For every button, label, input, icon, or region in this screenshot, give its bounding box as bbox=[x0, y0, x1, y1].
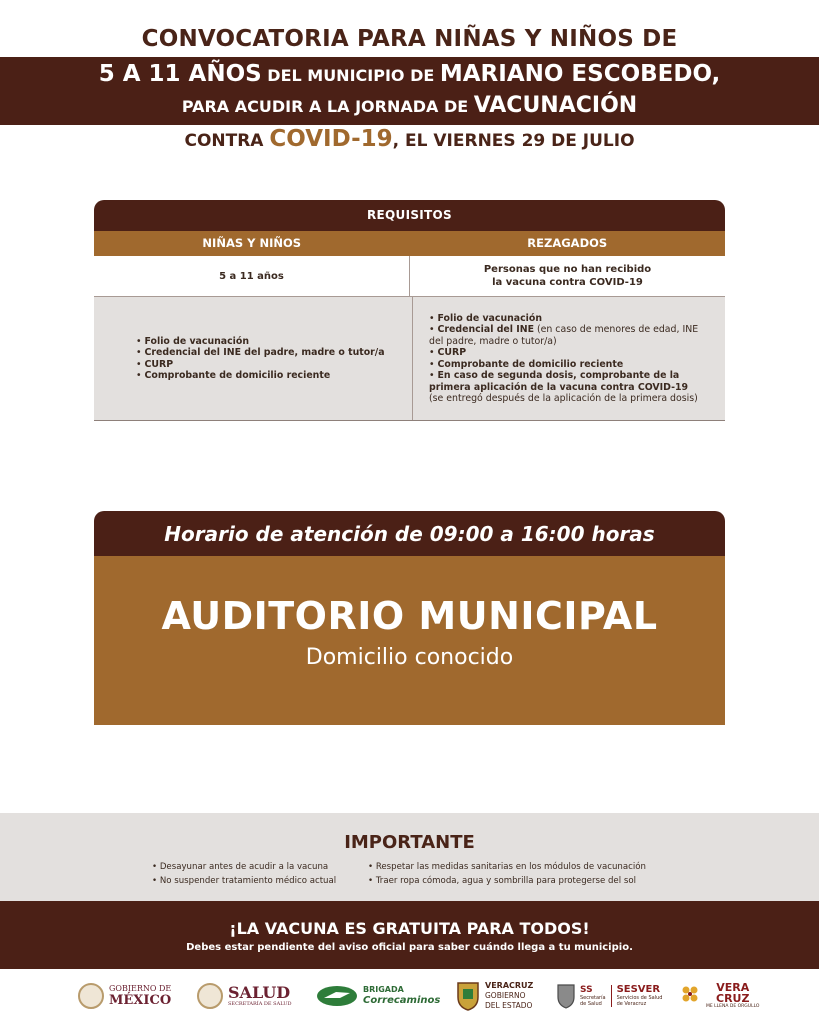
column-header-rezagados: REZAGADOS bbox=[527, 236, 608, 250]
roadrunner-icon bbox=[316, 984, 358, 1008]
list-item: • En caso de segunda dosis, comprobante de la primera aplicación de la vacuna contra COVID-19 (se entregó después de la aplicación de la primera dosis) bbox=[429, 370, 705, 405]
free-vaccine-title: ¡LA VACUNA ES GRATUITA PARA TODOS! bbox=[229, 919, 590, 938]
header-line-2 bbox=[0, 61, 819, 87]
opening-hours: Horario de atención de 09:00 a 16:00 horas bbox=[94, 511, 725, 556]
header-jornada-label: PARA ACUDIR A LA JORNADA DE bbox=[181, 97, 474, 116]
list-item: • Desayunar antes de acudir a la vacuna bbox=[152, 860, 336, 874]
brigada-correcaminos-logo: BRIGADA Correcaminos bbox=[316, 976, 440, 1016]
header-vacunacion: VACUNACIÓN bbox=[473, 93, 638, 118]
header-contra: CONTRA bbox=[184, 131, 270, 151]
ss-sesver-logo: SS Secretaría de Salud SESVER Servicios de Salud de Veracruz bbox=[556, 976, 662, 1016]
requirements-description-row bbox=[94, 256, 725, 297]
important-section bbox=[0, 813, 819, 901]
rezagados-requirements bbox=[413, 297, 725, 420]
gobierno-mexico-logo: GOBIERNO DE MÉXICO bbox=[78, 976, 171, 1016]
veracruz-me-llena-de-orgullo-logo: VERA CRUZ ME LLENA DE ORGULLO bbox=[681, 976, 759, 1016]
header-line-4 bbox=[0, 126, 819, 152]
ninos-description: 5 a 11 años bbox=[94, 256, 410, 296]
list-item: • Traer ropa cómoda, agua y sombrilla para protegerse del sol bbox=[368, 874, 646, 888]
flower-pattern-icon bbox=[681, 985, 703, 1007]
column-header-ninos: NIÑAS Y NIÑOS bbox=[202, 236, 302, 250]
list-item: • Comprobante de domicilio reciente bbox=[136, 370, 385, 382]
requirements-items-row bbox=[94, 297, 725, 421]
national-seal-icon bbox=[197, 983, 223, 1009]
header-municipio-name: MARIANO ESCOBEDO, bbox=[439, 61, 721, 87]
free-vaccine-subtitle: Debes estar pendiente del aviso oficial para saber cuándo llega a tu municipio. bbox=[186, 942, 633, 953]
state-seal-icon bbox=[556, 983, 576, 1009]
requirements-table bbox=[94, 200, 725, 421]
list-item: • Comprobante de domicilio reciente bbox=[429, 359, 705, 371]
requirements-title: REQUISITOS bbox=[94, 200, 725, 231]
header-line-3 bbox=[0, 93, 819, 118]
list-item: • Respetar las medidas sanitarias en los módulos de vacunación bbox=[368, 860, 646, 874]
veracruz-shield-icon bbox=[456, 981, 480, 1011]
national-seal-icon bbox=[78, 983, 104, 1009]
salud-logo: SALUD SECRETARÍA DE SALUD bbox=[197, 976, 291, 1016]
veracruz-gobierno-logo: VERACRUZ GOBIERNO DEL ESTADO bbox=[456, 976, 533, 1016]
list-item: • Credencial del INE del padre, madre o tutor/a bbox=[136, 347, 385, 359]
ninos-requirements bbox=[94, 297, 413, 420]
rezagados-description: Personas que no han recibido la vacuna contra COVID-19 bbox=[483, 264, 652, 288]
important-title: IMPORTANTE bbox=[344, 832, 475, 853]
header-line-1: CONVOCATORIA PARA NIÑAS Y NIÑOS DE bbox=[141, 26, 678, 52]
requirements-column-headers bbox=[94, 231, 725, 256]
list-item: • No suspender tratamiento médico actual bbox=[152, 874, 336, 888]
venue-name: AUDITORIO MUNICIPAL bbox=[161, 594, 658, 638]
list-item: • Folio de vacunación bbox=[429, 313, 705, 325]
header-covid: COVID-19 bbox=[269, 126, 393, 152]
sponsor-logos bbox=[0, 976, 819, 1016]
list-item: • Credencial del INE (en caso de menores de edad, INE del padre, madre o tutor/a) bbox=[429, 324, 705, 347]
important-list-right bbox=[368, 860, 646, 888]
list-item: • CURP bbox=[136, 359, 385, 371]
important-list-left bbox=[152, 860, 336, 888]
header-age-range: 5 A 11 AÑOS bbox=[98, 61, 262, 87]
venue-address: Domicilio conocido bbox=[305, 645, 514, 670]
header-date: , EL VIERNES 29 DE JULIO bbox=[392, 131, 635, 151]
header-municipio-label: DEL MUNICIPIO DE bbox=[261, 66, 440, 85]
list-item: • Folio de vacunación bbox=[136, 336, 385, 348]
list-item: • CURP bbox=[429, 347, 705, 359]
free-vaccine-banner bbox=[0, 901, 819, 969]
venue-panel bbox=[94, 556, 725, 725]
